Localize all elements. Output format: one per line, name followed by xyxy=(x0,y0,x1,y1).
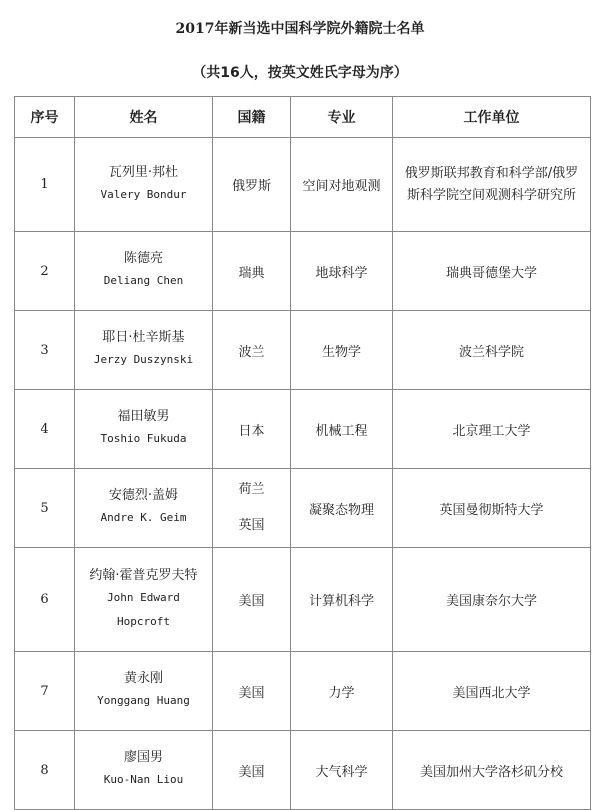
row-name xyxy=(75,311,213,390)
row-field: 地球科学 xyxy=(291,232,393,311)
nationality-line: 荷兰 xyxy=(238,482,265,497)
row-workplace: 瑞典哥德堡大学 xyxy=(393,232,591,311)
row-nationality: 美国 xyxy=(213,731,291,810)
row-nationality: 俄罗斯 xyxy=(213,138,291,232)
row-workplace xyxy=(393,138,591,232)
table-row xyxy=(15,652,591,731)
row-index: 2 xyxy=(15,232,75,311)
row-workplace: 美国西北大学 xyxy=(393,652,591,731)
name-chinese: 安德烈·盖姆 xyxy=(108,488,179,503)
table-row xyxy=(15,390,591,469)
page-title: 2017年新当选中国科学院外籍院士名单 xyxy=(175,21,425,37)
row-index: 7 xyxy=(15,652,75,731)
row-workplace: 北京理工大学 xyxy=(393,390,591,469)
row-index: 3 xyxy=(15,311,75,390)
row-nationality xyxy=(213,469,291,548)
row-index: 6 xyxy=(15,548,75,652)
row-index: 8 xyxy=(15,731,75,810)
row-nationality: 波兰 xyxy=(213,311,291,390)
name-english: Kuo-Nan Liou xyxy=(103,773,184,786)
name-english: Valery Bondur xyxy=(100,187,187,201)
academician-table xyxy=(14,96,591,810)
header-index: 序号 xyxy=(15,97,75,138)
row-field: 大气科学 xyxy=(291,731,393,810)
name-chinese: 廖国男 xyxy=(123,750,163,765)
row-name xyxy=(75,731,213,810)
row-index: 4 xyxy=(15,390,75,469)
name-chinese: 黄永刚 xyxy=(123,671,163,686)
row-workplace: 美国加州大学洛杉矶分校 xyxy=(393,731,591,810)
workplace-line: 俄罗斯联邦教育和科学部/俄罗 xyxy=(404,165,579,181)
name-english: Jerzy Duszynski xyxy=(93,353,194,366)
row-field: 凝聚态物理 xyxy=(291,469,393,548)
name-english: Deliang Chen xyxy=(103,274,184,287)
row-field: 计算机科学 xyxy=(291,548,393,652)
name-chinese: 耶日·杜辛斯基 xyxy=(102,330,185,345)
name-english: Yonggang Huang xyxy=(97,694,190,707)
name-chinese: 瓦列里·邦杜 xyxy=(108,164,179,180)
name-english: Andre K. Geim xyxy=(100,511,187,524)
table-row xyxy=(15,731,591,810)
name-english: John Edward xyxy=(107,590,180,604)
row-name xyxy=(75,232,213,311)
header-nationality: 国籍 xyxy=(213,97,291,138)
row-workplace: 英国曼彻斯特大学 xyxy=(393,469,591,548)
row-name xyxy=(75,138,213,232)
row-workplace: 美国康奈尔大学 xyxy=(393,548,591,652)
row-field: 力学 xyxy=(291,652,393,731)
name-english: Hopcroft xyxy=(117,614,170,628)
row-name xyxy=(75,548,213,652)
nationality-line: 英国 xyxy=(238,518,265,533)
row-index: 1 xyxy=(15,138,75,232)
name-chinese: 陈德亮 xyxy=(123,251,163,266)
page-subtitle: （共16人，按英文姓氏字母为序） xyxy=(192,65,408,81)
table-row xyxy=(15,469,591,548)
row-field: 空间对地观测 xyxy=(291,138,393,232)
row-nationality: 美国 xyxy=(213,652,291,731)
name-english: Toshio Fukuda xyxy=(100,432,187,445)
header-workplace: 工作单位 xyxy=(393,97,591,138)
row-field: 生物学 xyxy=(291,311,393,390)
row-workplace: 波兰科学院 xyxy=(393,311,591,390)
row-field: 机械工程 xyxy=(291,390,393,469)
name-chinese: 约翰·霍普克罗夫特 xyxy=(89,567,198,583)
row-nationality: 瑞典 xyxy=(213,232,291,311)
header-field: 专业 xyxy=(291,97,393,138)
row-name xyxy=(75,469,213,548)
table-row xyxy=(15,548,591,652)
header-name: 姓名 xyxy=(75,97,213,138)
row-nationality: 美国 xyxy=(213,548,291,652)
workplace-line: 斯科学院空间观测科学研究所 xyxy=(406,187,576,203)
table-header-row xyxy=(15,97,591,138)
row-name xyxy=(75,652,213,731)
row-index: 5 xyxy=(15,469,75,548)
table-row xyxy=(15,138,591,232)
table-row xyxy=(15,311,591,390)
row-nationality: 日本 xyxy=(213,390,291,469)
name-chinese: 福田敏男 xyxy=(117,409,170,424)
table-row xyxy=(15,232,591,311)
row-name xyxy=(75,390,213,469)
